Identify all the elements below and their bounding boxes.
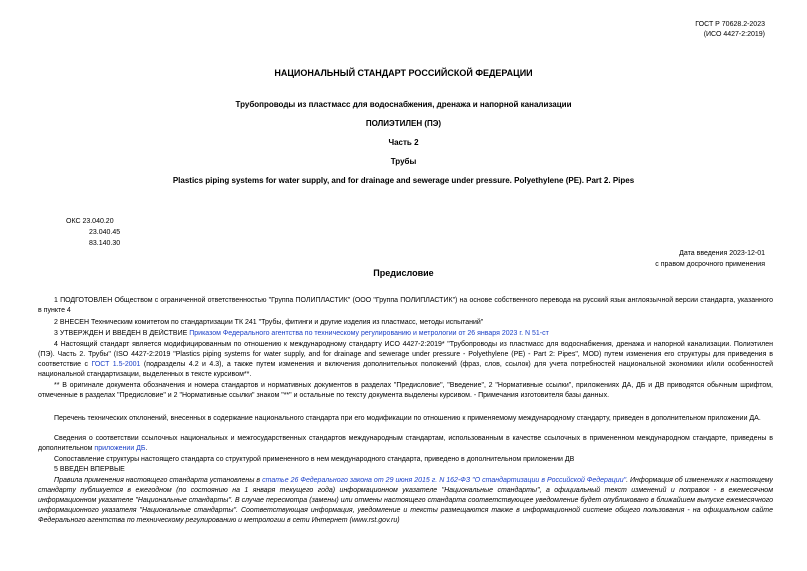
paragraph-text: (подразделы 4.2 и 4.3), а также путем изменения и включения дополнительных положений (фраз, слов, ссылок) для учета потребностей национальной экономики и/или особенностей национальной стандартизации, выделенных в тексте курсивом**. bbox=[38, 361, 773, 378]
introduction-date: Дата введения 2023-12-01 bbox=[679, 250, 765, 257]
preface-paragraph-4 bbox=[38, 340, 773, 380]
okc-block bbox=[66, 216, 120, 249]
early-application-note: с правом досрочного применения bbox=[655, 261, 765, 268]
paragraph-text: . Информация об изменениях к настоящему стандарту публикуется в ежегодном (по состоянию на 1 января текущего года) информационном указателе "Национальные стандарты", а официальный текст изменений и поправок - в ежемесячном информационном указателе "Национальные стандарты". В случае пересмотра (замены) или отмены настоящего стандарта соответствующее уведомление будет опубликовано в ближайшем выпуске ежемесячного информационного указателя "Национальные стандарты". Соответствующая информация, уведомление и тексты размещаются также в информационной системе общего пользования - на официальном сайте Федерального агентства по техническому регулированию и метрологии в сети Интернет (www.rst.gov.ru) bbox=[38, 477, 773, 524]
preface-paragraph-2: 2 ВНЕСЕН Техническим комитетом по стандартизации ТК 241 "Трубы, фитинги и другие изделия из пластмасс, методы испытаний" bbox=[54, 319, 484, 326]
preface-paragraph-3 bbox=[38, 329, 773, 339]
okc-label: ОКС bbox=[66, 218, 81, 225]
material-title: ПОЛИЭТИЛЕН (ПЭ) bbox=[365, 119, 442, 128]
gost-number: ГОСТ Р 70628.2-2023 bbox=[695, 21, 765, 28]
footnote-paragraph: ** В оригинале документа обозначения и номера стандартов и нормативных документов в разделах "Предисловие", "Введение", 2 "Нормативные ссылки", приложениях ДА, ДБ и ДВ приводятся обычным шрифтом, отмеченные в разделах "Предисловие" и 2 "Нормативные ссылки" знаком "**" и остальные по тексту документа выделены курсивом. - Примечания изготовителя базы данных. bbox=[38, 382, 773, 399]
standard-title: НАЦИОНАЛЬНЫЙ СТАНДАРТ РОССИЙСКОЙ ФЕДЕРАЦИИ bbox=[274, 68, 533, 78]
preface-paragraph-structure: Сопоставление структуры настоящего стандарта со структурой примененного в нем международного стандарта, приведено в дополнительном приложении ДВ bbox=[54, 456, 575, 463]
preface-paragraph-deviations: Перечень технических отклонений, внесенных в содержание национального стандарта при его модификации по отношению к применяемому международному стандарту, приведен в дополнительном приложении ДА. bbox=[54, 415, 761, 422]
paragraph-text: Правила применения настоящего стандарта установлены в bbox=[54, 477, 263, 484]
okc-code: 23.040.45 bbox=[89, 229, 121, 236]
okc-code: 23.040.20 bbox=[82, 218, 114, 225]
preface-paragraph-references bbox=[38, 434, 773, 454]
english-title: Plastics piping systems for water supply, and for drainage and sewerage under pressure. Polyethylene (PE). Part 2. Pipes bbox=[172, 176, 635, 185]
federal-law-link[interactable]: статье 26 Федерального закона от 29 июня 2015 г. N 162-ФЗ "О стандартизации в Российской Федерации" bbox=[262, 477, 627, 484]
okc-code: 83.140.30 bbox=[89, 240, 121, 247]
preface-heading: Предисловие bbox=[373, 268, 434, 278]
part-title: Часть 2 bbox=[388, 138, 419, 147]
name-title: Трубы bbox=[390, 157, 417, 166]
paragraph-text: Сведения о соответствии ссылочных национальных и межгосударственных стандартов международным стандартам, использованным в качестве ссылочных в примененном международном стандарте, приведены в дополнительном bbox=[38, 435, 773, 452]
order-link[interactable]: Приказом Федерального агентства по техническому регулированию и метрологии от 26 января 2023 г. N 51-ст bbox=[189, 330, 549, 337]
gost-designation bbox=[695, 20, 765, 40]
gost-link[interactable]: ГОСТ 1.5-2001 bbox=[91, 361, 141, 368]
subject-title: Трубопроводы из пластмасс для водоснабжения, дренажа и напорной канализации bbox=[235, 100, 572, 109]
preface-paragraph-5: 5 ВВЕДЕН ВПЕРВЫЕ bbox=[54, 466, 125, 473]
preface-paragraph-rules bbox=[38, 476, 773, 526]
paragraph-text: 3 УТВЕРЖДЕН И ВВЕДЕН В ДЕЙСТВИЕ bbox=[54, 330, 190, 337]
appendix-db-link[interactable]: приложении ДБ bbox=[94, 445, 146, 452]
dates-block bbox=[655, 248, 765, 270]
paragraph-text: 4 Настоящий стандарт является модифицированным по отношению к международному стандарту ИСО 4427-2:2019* "Трубопроводы из пластмасс для водоснабжения, дренажа и напорной канализации. Полиэтилен (ПЭ). Часть 2. Трубы" (ISO 4427-2:2019 "Plastics piping systems for water supply, and for drainage and sewerage under pressure - Polyethylene (PE) - Part 2: Pipes", MOD) путем изменения его структуры для приведения в соответствие с bbox=[38, 341, 773, 368]
preface-paragraph-1: 1 ПОДГОТОВЛЕН Обществом с ограниченной ответственностью "Группа ПОЛИПЛАСТИК" (ООО "Группа ПОЛИПЛАСТИК") на основе собственного перевода на русский язык англоязычной версии стандарта, указанного в пункте 4 bbox=[38, 297, 773, 314]
paragraph-text: . bbox=[145, 445, 148, 452]
iso-number: (ИСО 4427-2:2019) bbox=[703, 31, 765, 38]
